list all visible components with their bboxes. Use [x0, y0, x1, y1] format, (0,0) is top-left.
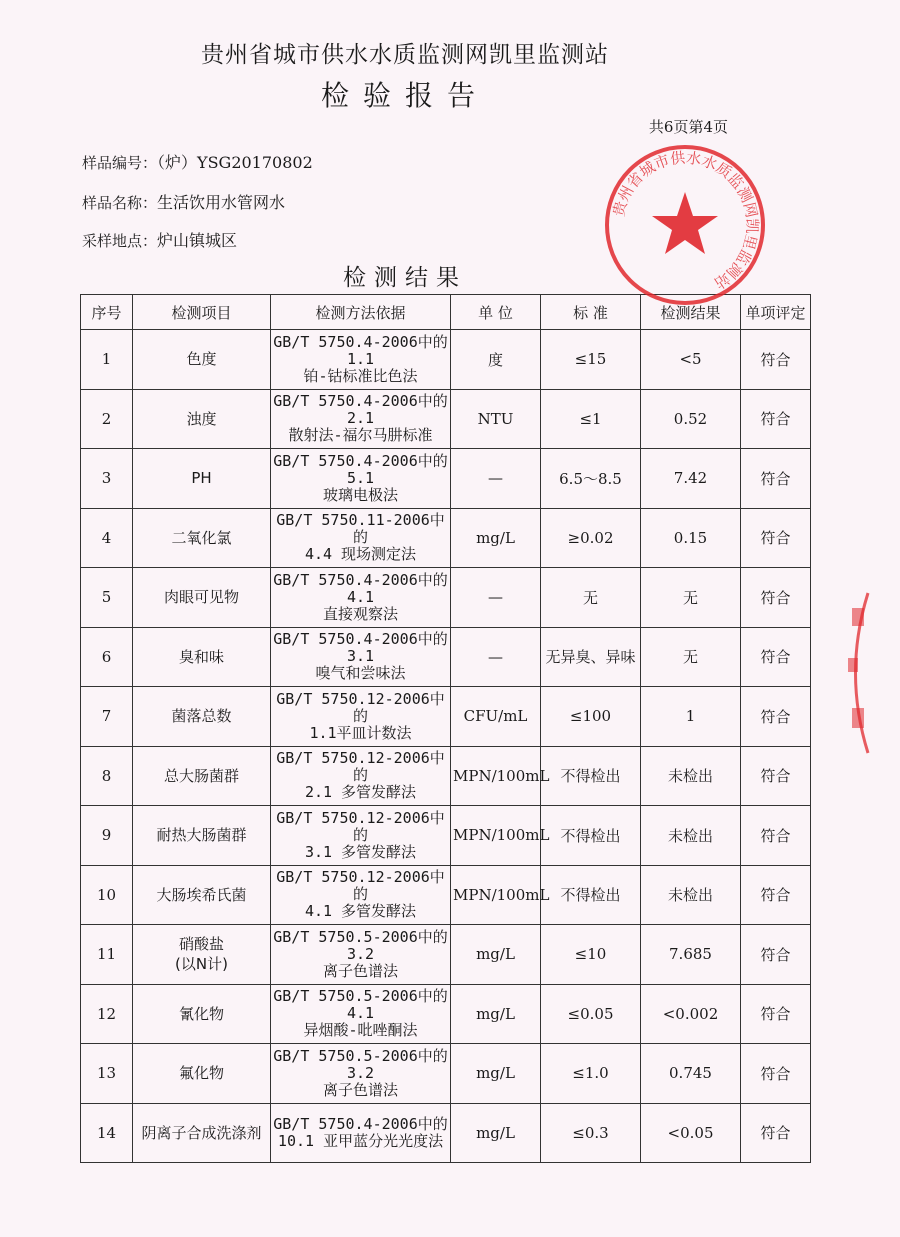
table-row [81, 449, 811, 509]
method-line-2: 4.1 多管发酵法 [304, 902, 417, 921]
item-name: 耐热大肠菌群 [156, 826, 247, 845]
table-row [81, 389, 811, 449]
cell-method [271, 865, 451, 925]
method-line-1: GB/T 5750.12-2006中的 [276, 808, 445, 844]
cell-evaluation: 符合 [741, 627, 811, 687]
item-name: 氟化物 [178, 1064, 224, 1083]
method-line-2: 铂-钴标准比色法 [303, 366, 418, 385]
sampling-location-label: 采样地点： [82, 232, 158, 250]
cell-no: 14 [81, 1103, 133, 1163]
cell-item [133, 389, 271, 449]
cell-unit: mg/L [451, 508, 541, 568]
item-name: 浊度 [186, 409, 217, 428]
cell-result: 0.745 [641, 1044, 741, 1104]
method-line-2: 直接观察法 [322, 604, 398, 623]
cell-evaluation: 符合 [741, 865, 811, 925]
cell-standard: 不得检出 [541, 806, 641, 866]
cell-item [133, 865, 271, 925]
cell-result: <0.05 [641, 1103, 741, 1163]
cell-item [133, 449, 271, 509]
header-result: 检测结果 [641, 295, 741, 330]
cell-item [133, 925, 271, 985]
cell-unit: MPN/100mL [451, 865, 541, 925]
cell-evaluation: 符合 [741, 687, 811, 747]
cell-evaluation: 符合 [741, 746, 811, 806]
cell-result: 7.685 [641, 925, 741, 985]
cell-item [133, 984, 271, 1044]
sample-name-row [82, 190, 285, 213]
method-line-2: 离子色谱法 [322, 961, 398, 980]
item-note: (以N计) [175, 955, 228, 974]
header-method: 检测方法依据 [271, 295, 451, 330]
item-name: 臭和味 [178, 647, 224, 666]
cell-standard: 不得检出 [541, 746, 641, 806]
cell-standard: 无 [541, 568, 641, 628]
seal-text: 贵州省城市供水水质监测网凯里监测站 [609, 148, 762, 293]
cell-no: 8 [81, 746, 133, 806]
cell-result: 1 [641, 687, 741, 747]
table-row [81, 746, 811, 806]
item-name: 硝酸盐 [178, 935, 224, 954]
item-name: 氰化物 [178, 1004, 224, 1023]
table-row [81, 330, 811, 390]
partial-stamp-edge [838, 588, 878, 758]
cell-unit: MPN/100mL [451, 746, 541, 806]
cell-evaluation: 符合 [741, 806, 811, 866]
method-line-1: GB/T 5750.12-2006中的 [276, 689, 445, 725]
cell-unit: CFU/mL [451, 687, 541, 747]
cell-evaluation: 符合 [741, 925, 811, 985]
method-line-2: 1.1平皿计数法 [309, 723, 412, 742]
cell-standard: ≤10 [541, 925, 641, 985]
cell-no: 12 [81, 984, 133, 1044]
cell-result: 未检出 [641, 806, 741, 866]
method-line-2: 10.1 亚甲蓝分光光度法 [277, 1131, 444, 1150]
cell-item [133, 330, 271, 390]
method-line-1: GB/T 5750.4-2006中的4.1 [273, 570, 448, 606]
header-item: 检测项目 [133, 295, 271, 330]
cell-method [271, 925, 451, 985]
cell-unit: — [451, 449, 541, 509]
cell-method [271, 687, 451, 747]
method-line-2: 2.1 多管发酵法 [304, 783, 417, 802]
cell-standard: ≤100 [541, 687, 641, 747]
table-row [81, 627, 811, 687]
method-line-2: 4.4 现场测定法 [304, 545, 417, 564]
cell-evaluation: 符合 [741, 1103, 811, 1163]
cell-method [271, 627, 451, 687]
item-name: PH [191, 469, 212, 488]
cell-no: 9 [81, 806, 133, 866]
sample-number-row [82, 150, 313, 173]
sample-name-label: 样品名称： [82, 194, 158, 212]
cell-unit: MPN/100mL [451, 806, 541, 866]
page-number: 共6页第4页 [648, 118, 728, 136]
method-line-1: GB/T 5750.12-2006中的 [276, 868, 445, 904]
item-name: 色度 [186, 350, 217, 369]
cell-item [133, 508, 271, 568]
cell-standard: ≥0.02 [541, 508, 641, 568]
cell-method [271, 984, 451, 1044]
item-name: 肉眼可见物 [163, 588, 239, 607]
cell-method [271, 1044, 451, 1104]
table-row [81, 508, 811, 568]
cell-evaluation: 符合 [741, 568, 811, 628]
cell-item [133, 568, 271, 628]
cell-item [133, 687, 271, 747]
method-line-2: 异烟酸-吡唑酮法 [303, 1021, 418, 1040]
cell-evaluation: 符合 [741, 508, 811, 568]
cell-item [133, 1044, 271, 1104]
table-row [81, 1103, 811, 1163]
cell-unit: mg/L [451, 925, 541, 985]
method-line-2: 散射法-福尔马肼标准 [288, 426, 433, 445]
sample-number-label: 样品编号： [82, 154, 158, 172]
sample-name-value: 生活饮用水管网水 [157, 193, 286, 212]
method-line-1: GB/T 5750.4-2006中的1.1 [273, 332, 448, 368]
cell-result: 7.42 [641, 449, 741, 509]
cell-standard: ≤0.05 [541, 984, 641, 1044]
method-line-2: 离子色谱法 [322, 1080, 398, 1099]
cell-result: 0.15 [641, 508, 741, 568]
cell-item [133, 627, 271, 687]
cell-unit: NTU [451, 389, 541, 449]
cell-evaluation: 符合 [741, 449, 811, 509]
cell-method [271, 508, 451, 568]
method-line-1: GB/T 5750.4-2006中的 [273, 1114, 448, 1133]
method-line-1: GB/T 5750.4-2006中的2.1 [273, 392, 448, 428]
cell-method [271, 449, 451, 509]
sample-number-value: （炉）YSG20170802 [157, 153, 313, 172]
cell-method [271, 568, 451, 628]
method-line-2: 嗅气和尝味法 [315, 664, 406, 683]
cell-result: <0.002 [641, 984, 741, 1044]
doc-title: 检验报告 [320, 79, 489, 112]
method-line-2: 玻璃电极法 [322, 485, 398, 504]
method-line-1: GB/T 5750.5-2006中的3.2 [273, 927, 448, 963]
results-title: 检测结果 [343, 265, 467, 291]
cell-result: 未检出 [641, 746, 741, 806]
cell-no: 4 [81, 508, 133, 568]
results-table [80, 294, 811, 1163]
table-row [81, 865, 811, 925]
cell-method [271, 1103, 451, 1163]
cell-evaluation: 符合 [741, 984, 811, 1044]
table-row [81, 984, 811, 1044]
cell-method [271, 389, 451, 449]
cell-result: 无 [641, 568, 741, 628]
method-line-1: GB/T 5750.12-2006中的 [276, 749, 445, 785]
cell-method [271, 746, 451, 806]
cell-unit: 度 [451, 330, 541, 390]
cell-evaluation: 符合 [741, 389, 811, 449]
method-line-1: GB/T 5750.4-2006中的5.1 [273, 451, 448, 487]
cell-method [271, 806, 451, 866]
cell-standard: ≤15 [541, 330, 641, 390]
cell-unit: mg/L [451, 984, 541, 1044]
item-name: 大肠埃希氏菌 [156, 885, 247, 904]
cell-no: 7 [81, 687, 133, 747]
cell-no: 2 [81, 389, 133, 449]
cell-result: 未检出 [641, 865, 741, 925]
cell-evaluation: 符合 [741, 1044, 811, 1104]
cell-item [133, 746, 271, 806]
cell-unit: — [451, 568, 541, 628]
cell-no: 6 [81, 627, 133, 687]
item-name: 阴离子合成洗涤剂 [141, 1123, 262, 1142]
cell-result: <5 [641, 330, 741, 390]
cell-standard: 不得检出 [541, 865, 641, 925]
table-header-row [81, 295, 811, 330]
cell-no: 5 [81, 568, 133, 628]
method-line-1: GB/T 5750.4-2006中的3.1 [273, 630, 448, 666]
cell-evaluation: 符合 [741, 330, 811, 390]
cell-result: 无 [641, 627, 741, 687]
cell-standard: ≤1 [541, 389, 641, 449]
table-row [81, 1044, 811, 1104]
cell-standard: 6.5～8.5 [541, 449, 641, 509]
header-evaluation: 单项评定 [741, 295, 811, 330]
method-line-1: GB/T 5750.11-2006中的 [276, 511, 445, 547]
cell-no: 11 [81, 925, 133, 985]
cell-standard: ≤1.0 [541, 1044, 641, 1104]
table-row [81, 687, 811, 747]
item-name: 二氧化氯 [171, 528, 232, 547]
cell-result: 0.52 [641, 389, 741, 449]
cell-no: 10 [81, 865, 133, 925]
cell-no: 3 [81, 449, 133, 509]
header-unit: 单 位 [451, 295, 541, 330]
cell-unit: mg/L [451, 1044, 541, 1104]
method-line-2: 3.1 多管发酵法 [304, 842, 417, 861]
cell-unit: mg/L [451, 1103, 541, 1163]
cell-no: 1 [81, 330, 133, 390]
cell-no: 13 [81, 1044, 133, 1104]
method-line-1: GB/T 5750.5-2006中的4.1 [273, 987, 448, 1023]
table-row [81, 806, 811, 866]
header-no: 序号 [81, 295, 133, 330]
item-name: 菌落总数 [171, 707, 232, 726]
method-line-1: GB/T 5750.5-2006中的3.2 [273, 1046, 448, 1082]
item-name: 总大肠菌群 [163, 766, 239, 785]
table-row [81, 568, 811, 628]
org-title: 贵州省城市供水水质监测网凯里监测站 [201, 42, 609, 68]
sampling-location-value: 炉山镇城区 [157, 231, 238, 250]
cell-item [133, 806, 271, 866]
cell-standard: ≤0.3 [541, 1103, 641, 1163]
cell-standard: 无异臭、异味 [541, 627, 641, 687]
sampling-location-row [82, 228, 237, 251]
cell-item [133, 1103, 271, 1163]
header-standard: 标 准 [541, 295, 641, 330]
table-row [81, 925, 811, 985]
cell-unit: — [451, 627, 541, 687]
cell-method [271, 330, 451, 390]
